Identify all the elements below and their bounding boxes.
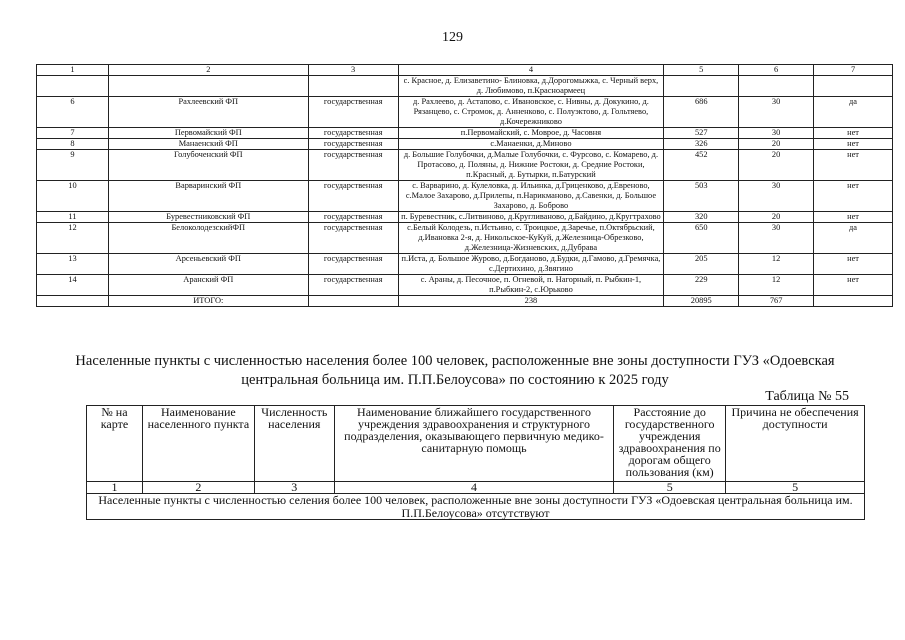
page-number: 129	[442, 30, 463, 45]
col-number: 6	[739, 65, 814, 76]
availability-value: нет	[814, 150, 893, 181]
availability-value: нет	[814, 212, 893, 223]
header-reason: Причина не обеспечения доступности	[726, 406, 865, 482]
col-number: 2	[108, 65, 308, 76]
ownership-type: государственная	[308, 223, 398, 254]
table-row	[37, 150, 893, 181]
settlements-list: д. Большие Голубочки, д.Малые Голубочки, с. Фурсово, с. Комарево, д. Протасово, д. Поляны, д. Нижние Ростоки, д. Средние Ростоки, п.Красный, д. Бутырки, п.Батурский	[398, 150, 664, 181]
availability-value: да	[814, 97, 893, 128]
table-row	[37, 139, 893, 150]
absence-note: Населенные пункты с численностью селения более 100 человек, расположенные вне зоны доступности ГУЗ «Одоевская центральная больница им. П.П.Белоусова» отсутствуют	[87, 494, 865, 520]
facility-name: Манаенский ФП	[108, 139, 308, 150]
table1-number-row	[37, 65, 893, 76]
table-row	[37, 254, 893, 275]
col-number: 1	[37, 65, 109, 76]
availability-value: нет	[814, 275, 893, 296]
row-number: 11	[37, 212, 109, 223]
availability-value: нет	[814, 128, 893, 139]
col-number: 1	[87, 482, 143, 494]
col-number: 5	[664, 65, 739, 76]
ownership-type: государственная	[308, 128, 398, 139]
col-number: 3	[308, 65, 398, 76]
table-row	[37, 212, 893, 223]
settlements-list: с. Варварино, д. Кулеловка, д. Ильинка, д.Гриценково, д.Евреново, с.Малое Захарово, д.Прилепы, п.Нарикманово, д.Савенки, д. Большое Захарово, д. Боброво	[398, 181, 664, 212]
settlements-list: п.Иста, д. Большое Журово, д.Богданово, д.Будки, д.Гамово, д.Гремячка, с.Дертихино, д.Звягино	[398, 254, 664, 275]
row-number: 14	[37, 275, 109, 296]
settlements-list: с.Белый Колодезь, п.Истьино, с. Троицкое, д.Заречье, п.Октябрьский, д.Ивановка 2-я, д. Никольское-КуКуй, д.Железница-Обрезково, д.Железница-Жизневских, д.Дубрава	[398, 223, 664, 254]
header-population: Численность населения	[254, 406, 334, 482]
distance-value	[739, 76, 814, 97]
table-row	[37, 128, 893, 139]
facility-name: Буревестниковский ФП	[108, 212, 308, 223]
table2-header-row	[87, 406, 865, 482]
header-settlement-name: Наименование населенного пункта	[142, 406, 254, 482]
total-row	[37, 296, 893, 307]
facility-name: БелоколодезскийФП	[108, 223, 308, 254]
ownership-type: государственная	[308, 275, 398, 296]
distance-value: 20	[739, 212, 814, 223]
col-number: 4	[398, 65, 664, 76]
col-number: 3	[254, 482, 334, 494]
fp-table	[36, 64, 893, 307]
col-number: 7	[814, 65, 893, 76]
population-value: 326	[664, 139, 739, 150]
table-row	[37, 275, 893, 296]
ownership-type: государственная	[308, 212, 398, 223]
col-number: 5	[726, 482, 865, 494]
facility-name	[108, 76, 308, 97]
settlements-list: п. Буревестник, с.Литвиново, д.Кругливаново, д.Байдино, д.Кругтрахово	[398, 212, 664, 223]
ownership-type	[308, 76, 398, 97]
table2-note-row	[87, 494, 865, 520]
availability-value: нет	[814, 181, 893, 212]
total-label: ИТОГО:	[108, 296, 308, 307]
table-row	[37, 223, 893, 254]
col-number: 5	[614, 482, 726, 494]
col-number: 2	[142, 482, 254, 494]
distance-value: 30	[739, 181, 814, 212]
settlements-list: с. Красное, д. Елизаветино- Блиновка, д.Дорогомыжка, с. Черный верх, д. Любимово, п.Красноармеец	[398, 76, 664, 97]
distance-value: 20	[739, 139, 814, 150]
row-number	[37, 76, 109, 97]
total-value: 238	[398, 296, 664, 307]
ownership-type: государственная	[308, 254, 398, 275]
availability-value: да	[814, 223, 893, 254]
distance-value: 20	[739, 150, 814, 181]
availability-value	[814, 76, 893, 97]
table2-number-row	[87, 482, 865, 494]
header-nearest-facility: Наименование ближайшего государственного учреждения здравоохранения и структурного подразделения, оказывающего первичную медико-санитарную помощь	[334, 406, 613, 482]
row-number: 8	[37, 139, 109, 150]
table-row	[37, 181, 893, 212]
population-value: 452	[664, 150, 739, 181]
facility-name: Первомайский ФП	[108, 128, 308, 139]
distance-value: 30	[739, 97, 814, 128]
settlements-list: с. Араны, д. Песочное, п. Огневой, п. Нагорный, п. Рыбкин-1, п.Рыбкин-2, с.Юрьково	[398, 275, 664, 296]
distance-value: 30	[739, 223, 814, 254]
ownership-type: государственная	[308, 150, 398, 181]
distance-value: 30	[739, 128, 814, 139]
facility-name: Аранский ФП	[108, 275, 308, 296]
settlements-list: с.Манаенки, д.Миново	[398, 139, 664, 150]
facility-name: Рахлеевский ФП	[108, 97, 308, 128]
table-row	[37, 97, 893, 128]
population-value	[664, 76, 739, 97]
row-number: 7	[37, 128, 109, 139]
availability-value: нет	[814, 139, 893, 150]
population-value: 650	[664, 223, 739, 254]
table-row	[37, 76, 893, 97]
ownership-type: государственная	[308, 97, 398, 128]
ownership-type: государственная	[308, 181, 398, 212]
distance-value: 12	[739, 254, 814, 275]
population-value: 320	[664, 212, 739, 223]
row-number: 6	[37, 97, 109, 128]
facility-name: Голубоченский ФП	[108, 150, 308, 181]
ownership-type: государственная	[308, 139, 398, 150]
col-number: 4	[334, 482, 613, 494]
distance-value: 12	[739, 275, 814, 296]
empty-cell	[37, 296, 109, 307]
population-value: 205	[664, 254, 739, 275]
population-value: 229	[664, 275, 739, 296]
total-value: 20895	[664, 296, 739, 307]
header-distance: Расстояние до государственного учреждения здравоохранения по дорогам общего пользования (км)	[614, 406, 726, 482]
availability-value: нет	[814, 254, 893, 275]
header-map-number: № на карте	[87, 406, 143, 482]
row-number: 10	[37, 181, 109, 212]
facility-name: Арсеньевский ФП	[108, 254, 308, 275]
population-value: 503	[664, 181, 739, 212]
out-of-zone-table	[86, 405, 865, 520]
empty-cell	[814, 296, 893, 307]
row-number: 13	[37, 254, 109, 275]
table-label: Таблица № 55	[765, 389, 849, 404]
population-value: 527	[664, 128, 739, 139]
row-number: 9	[37, 150, 109, 181]
row-number: 12	[37, 223, 109, 254]
population-value: 686	[664, 97, 739, 128]
total-value: 767	[739, 296, 814, 307]
facility-name: Варваринский ФП	[108, 181, 308, 212]
section-heading: Населенные пункты с численностью населения более 100 человек, расположенные вне зоны доступности ГУЗ «Одоевская центральная больница им. П.П.Белоусова» по состоянию к 2025 году	[75, 353, 835, 388]
settlements-list: д. Рахлеево, д. Астапово, с. Ивановское, с. Нивны, д. Докукино, д. Рязанцево, с. Стромок, д. Анненково, с. Полуэктово, д. Гольтяево, д.Кочережниково	[398, 97, 664, 128]
settlements-list: п.Первомайский, с. Моврое, д. Часовня	[398, 128, 664, 139]
empty-cell	[308, 296, 398, 307]
